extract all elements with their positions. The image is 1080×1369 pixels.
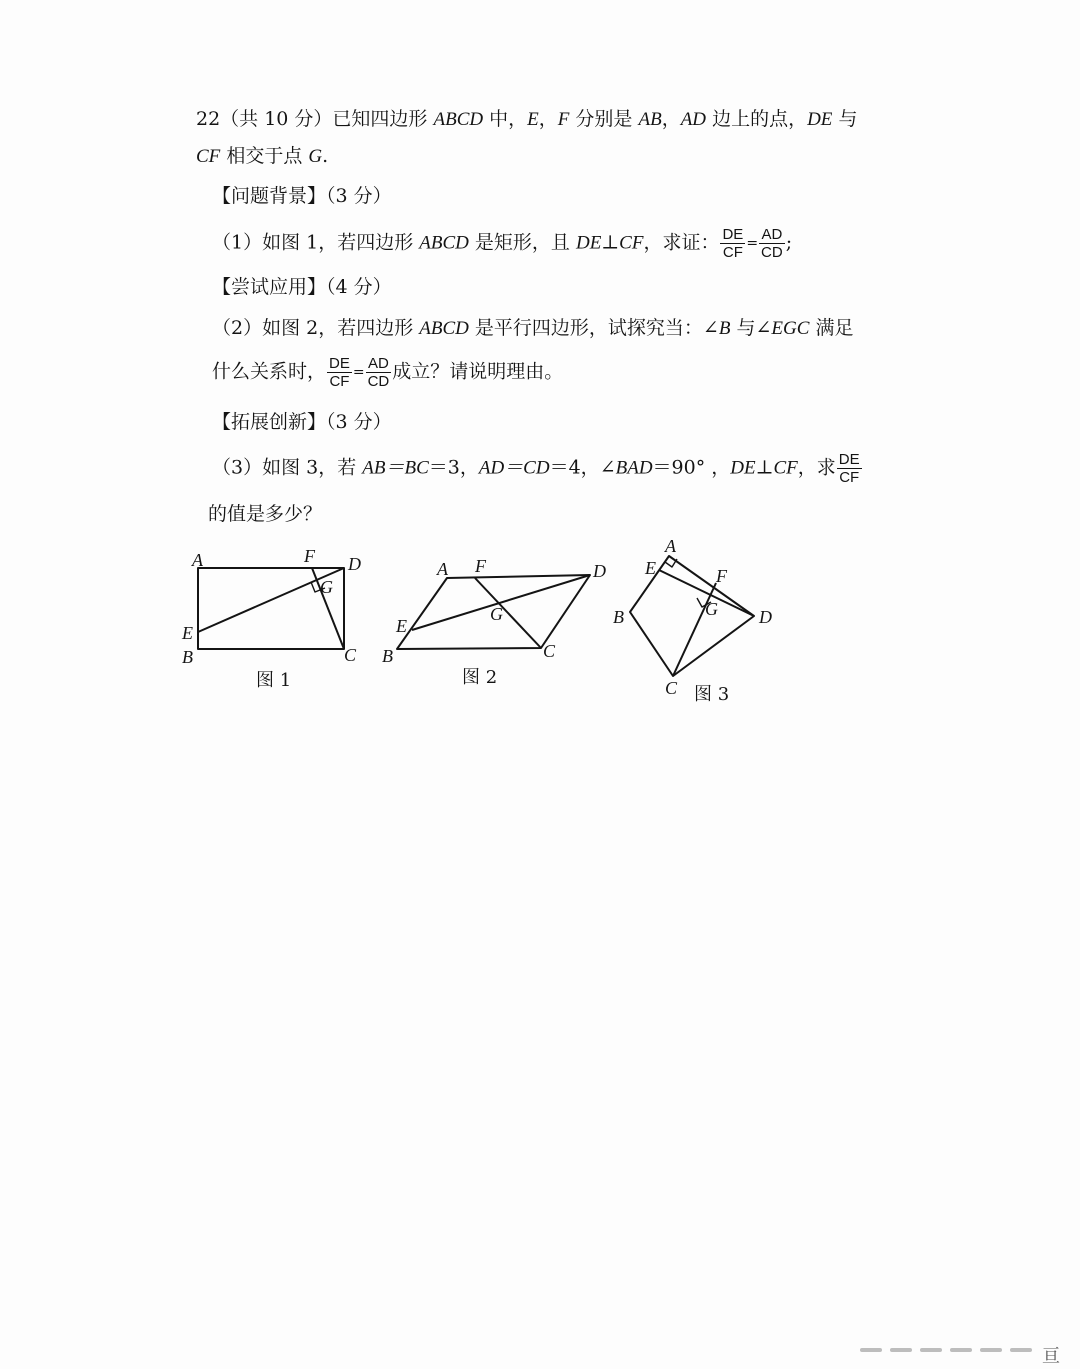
section-heading-extension: 【拓展创新】（3 分） — [212, 411, 392, 433]
q3-var-de-perp-cf: DE⊥CF — [730, 457, 798, 479]
q2-text-c: 与 — [730, 317, 756, 339]
q1-frac1-numerator: DE — [722, 226, 744, 243]
fig3-label-a: A — [665, 536, 676, 556]
text-mid: 中， — [483, 108, 528, 130]
q3-frac-numerator: DE — [838, 451, 860, 468]
q1-frac2-denominator: CD — [761, 244, 783, 261]
fig2-label-c: C — [543, 641, 556, 661]
q1-text-a: （1）如图 1，若四边形 — [212, 231, 420, 254]
q1-var-abcd: ABCD — [419, 232, 469, 254]
q3-text-d: ＝90° ， — [652, 456, 731, 479]
section-heading-background: 【问题背景】（3 分） — [212, 185, 392, 207]
page-indicator-6[interactable] — [1010, 1348, 1032, 1352]
fig1-label-e: E — [182, 623, 193, 643]
fig2-label-e: E — [396, 616, 407, 636]
text-comma2: ， — [661, 108, 681, 130]
var-f: F — [557, 109, 570, 130]
fig2-label-f: F — [475, 556, 486, 576]
q3-angle-bad: ∠BAD — [599, 457, 653, 479]
q2-line2-text-b: 成立？请说明理由。 — [392, 360, 564, 383]
text-comma: ， — [538, 108, 558, 130]
var-ad: AD — [680, 109, 707, 130]
q3-text-e: ，求 — [797, 456, 836, 479]
q1-frac1-denominator: CF — [722, 244, 743, 261]
q2-angle-b: ∠B — [702, 318, 731, 339]
fig2-label-a: A — [437, 559, 448, 579]
q2-text-a: （2）如图 2，若四边形 — [212, 317, 420, 339]
problem-number-text: 22（共 10 分）已知四边形 — [196, 108, 434, 130]
q3-frac-denominator: CF — [839, 469, 860, 486]
page-indicator-1[interactable] — [860, 1348, 882, 1352]
q2-text-b: 是平行四边形，试探究当： — [468, 317, 703, 339]
q2-frac2-numerator: AD — [366, 355, 392, 373]
fig1-label-d: D — [348, 554, 361, 574]
q1-frac2-numerator: AD — [759, 226, 785, 244]
corner-watermark-glyph: 亘 — [1042, 1346, 1060, 1367]
page-indicator-4[interactable] — [950, 1348, 972, 1352]
text-tail: 边上的点， — [706, 108, 808, 130]
fig1-label-g: G — [320, 577, 333, 597]
fig1-label-b: B — [182, 647, 193, 667]
q2-var-abcd: ABCD — [419, 318, 469, 339]
page-indicator-2[interactable] — [890, 1348, 912, 1352]
fig2-label-d: D — [593, 561, 606, 581]
fig2-label-b: B — [382, 646, 393, 666]
q1-equals: = — [746, 235, 759, 252]
fig1-label-c: C — [344, 645, 357, 665]
text-period: . — [322, 145, 329, 167]
fig2-segment-cf — [475, 578, 541, 648]
page-indicator-5[interactable] — [980, 1348, 1002, 1352]
fig2-caption: 图 2 — [462, 667, 498, 688]
fig3-caption: 图 3 — [694, 684, 730, 705]
q3-text-b: ＝3， — [428, 456, 479, 479]
section-heading-application: 【尝试应用】（4 分） — [212, 276, 392, 298]
q2-frac1-denominator: CF — [329, 373, 350, 390]
fig3-label-d: D — [759, 607, 772, 627]
q2-text-d: 满足 — [809, 317, 854, 339]
var-ab: AB — [638, 109, 662, 130]
fig3-label-g: G — [705, 599, 718, 619]
fig1-caption: 图 1 — [256, 670, 292, 691]
fig3-label-c: C — [665, 678, 678, 698]
fig3-label-b: B — [613, 607, 624, 627]
text-intersect: 相交于点 — [220, 145, 309, 167]
q2-angle-egc: ∠EGC — [755, 318, 810, 339]
q2-equals: = — [352, 364, 365, 381]
q3-var-ad-cd: AD＝CD — [478, 457, 550, 479]
var-de: DE — [807, 109, 833, 130]
q1-text-b: 是矩形，且 — [468, 231, 576, 254]
text-yu: 与 — [832, 108, 858, 130]
q1-end: ; — [785, 231, 793, 254]
q1-var-de-perp-cf: DE⊥CF — [575, 232, 644, 254]
fig3-segment-cf — [673, 583, 716, 676]
var-e: E — [527, 109, 539, 130]
fig2-label-g: G — [490, 604, 503, 624]
q2-frac2-denominator: CD — [367, 373, 390, 390]
q3-text-a: （3）如图 3，若 — [212, 456, 363, 479]
fig3-label-e: E — [645, 558, 656, 578]
fig1-label-f: F — [304, 546, 315, 566]
q3-text-c: ＝4， — [549, 456, 600, 479]
var-abcd: ABCD — [433, 109, 484, 130]
var-g: G — [308, 146, 323, 167]
q2-frac1-numerator: DE — [329, 355, 350, 372]
q2-line2-text-a: 什么关系时， — [212, 360, 327, 383]
text-sep: 分别是 — [569, 108, 639, 130]
var-cf: CF — [196, 146, 221, 167]
fig3-label-f: F — [716, 566, 727, 586]
question-3-line2: 的值是多少？ — [208, 503, 323, 525]
q3-var-ab-bc: AB＝BC — [362, 457, 429, 479]
page-indicator-3[interactable] — [920, 1348, 942, 1352]
fig1-label-a: A — [192, 550, 203, 570]
q1-text-c: ，求证： — [643, 231, 720, 254]
